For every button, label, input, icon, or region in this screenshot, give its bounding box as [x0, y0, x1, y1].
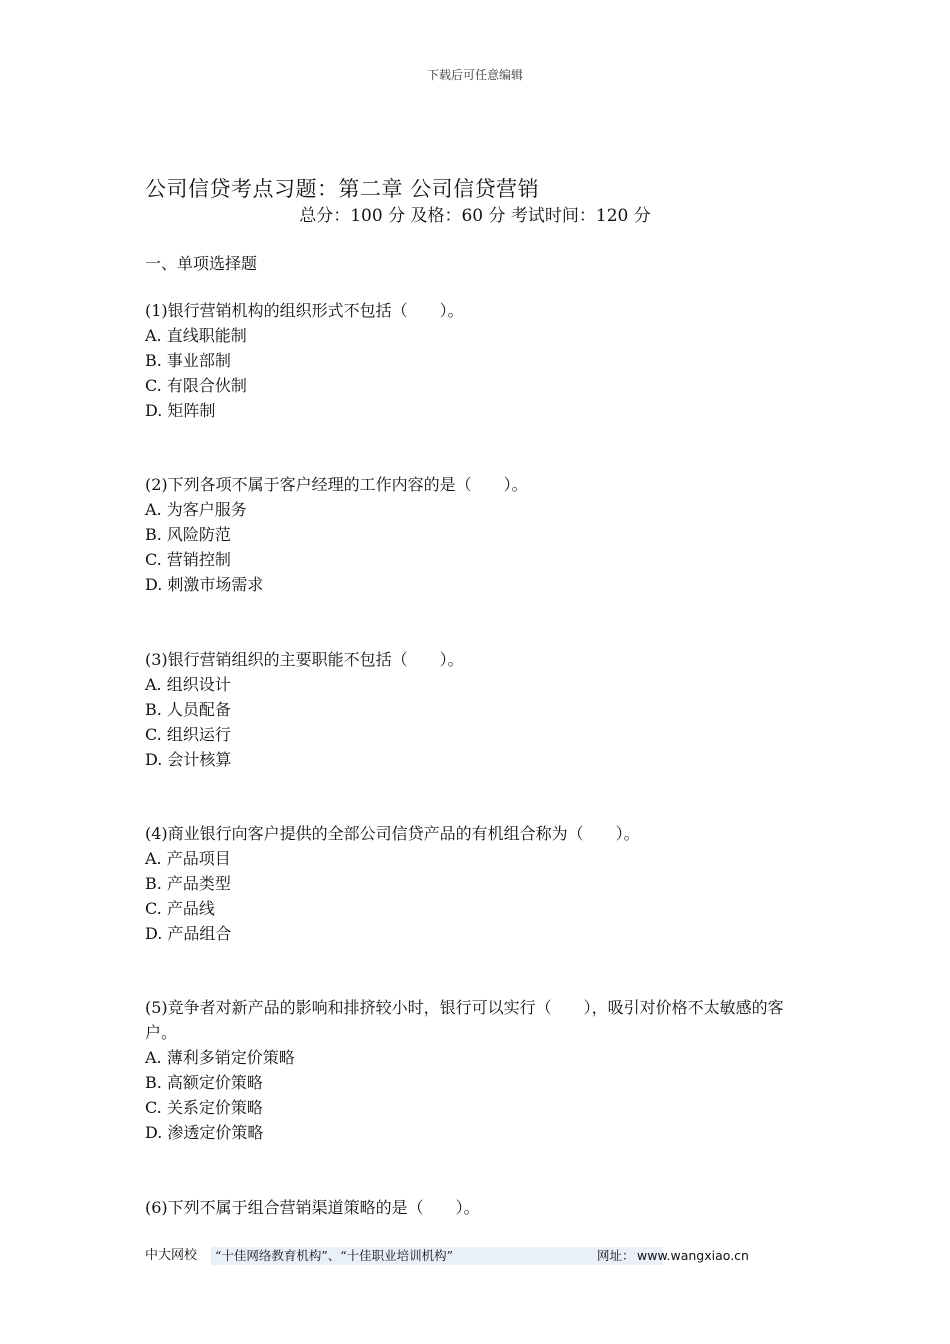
option-c: C. 营销控制	[145, 550, 231, 569]
question-3	[145, 647, 815, 772]
question-stem: (2)下列各项不属于客户经理的工作内容的是（ ）。	[145, 475, 528, 494]
document-title: 公司信贷考点习题：第二章 公司信贷营销	[145, 177, 540, 201]
footer-school-name: 中大网校	[145, 1248, 198, 1263]
option-d: D. 产品组合	[145, 924, 232, 943]
question-1	[145, 298, 815, 423]
option-d: D. 会计核算	[145, 750, 232, 769]
option-d: D. 渗透定价策略	[145, 1123, 264, 1142]
question-stem: (3)银行营销组织的主要职能不包括（ ）。	[145, 650, 464, 669]
question-stem: (6)下列不属于组合营销渠道策略的是（ ）。	[145, 1198, 480, 1217]
option-a: A. 产品项目	[145, 849, 231, 868]
option-a: A. 为客户服务	[145, 500, 247, 519]
question-stem: (4)商业银行向客户提供的全部公司信贷产品的有机组合称为（ ）。	[145, 824, 640, 843]
page-footer	[145, 1246, 805, 1266]
option-c: C. 产品线	[145, 899, 215, 918]
section-heading: 一、单项选择题	[145, 254, 258, 273]
option-b: B. 风险防范	[145, 525, 231, 544]
option-d: D. 矩阵制	[145, 401, 216, 420]
option-b: B. 高额定价策略	[145, 1073, 263, 1092]
question-4	[145, 821, 815, 946]
option-d: D. 刺激市场需求	[145, 575, 264, 594]
question-stem: (5)竞争者对新产品的影响和排挤较小时，银行可以实行（ ），吸引对价格不太敏感的客户。	[145, 998, 784, 1042]
option-a: A. 直线职能制	[145, 326, 247, 345]
question-2	[145, 472, 815, 597]
option-b: B. 产品类型	[145, 874, 231, 893]
option-b: B. 事业部制	[145, 351, 231, 370]
page-header-note: 下载后可任意编辑	[426, 68, 523, 82]
option-c: C. 有限合伙制	[145, 376, 247, 395]
option-b: B. 人员配备	[145, 700, 231, 719]
option-a: A. 薄利多销定价策略	[145, 1048, 295, 1067]
exam-info: 总分：100 分 及格：60 分 考试时间：120 分	[299, 206, 651, 226]
option-a: A. 组织设计	[145, 675, 231, 694]
question-6	[145, 1195, 815, 1220]
option-c: C. 组织运行	[145, 725, 231, 744]
question-5	[145, 995, 815, 1145]
question-stem: (1)银行营销机构的组织形式不包括（ ）。	[145, 301, 464, 320]
footer-slogan: “十佳网络教育机构”、“十佳职业培训机构”	[211, 1247, 663, 1265]
footer-url: www.wangxiao.cn	[637, 1248, 749, 1263]
footer-url-label: 网址：	[597, 1248, 635, 1263]
option-c: C. 关系定价策略	[145, 1098, 263, 1117]
